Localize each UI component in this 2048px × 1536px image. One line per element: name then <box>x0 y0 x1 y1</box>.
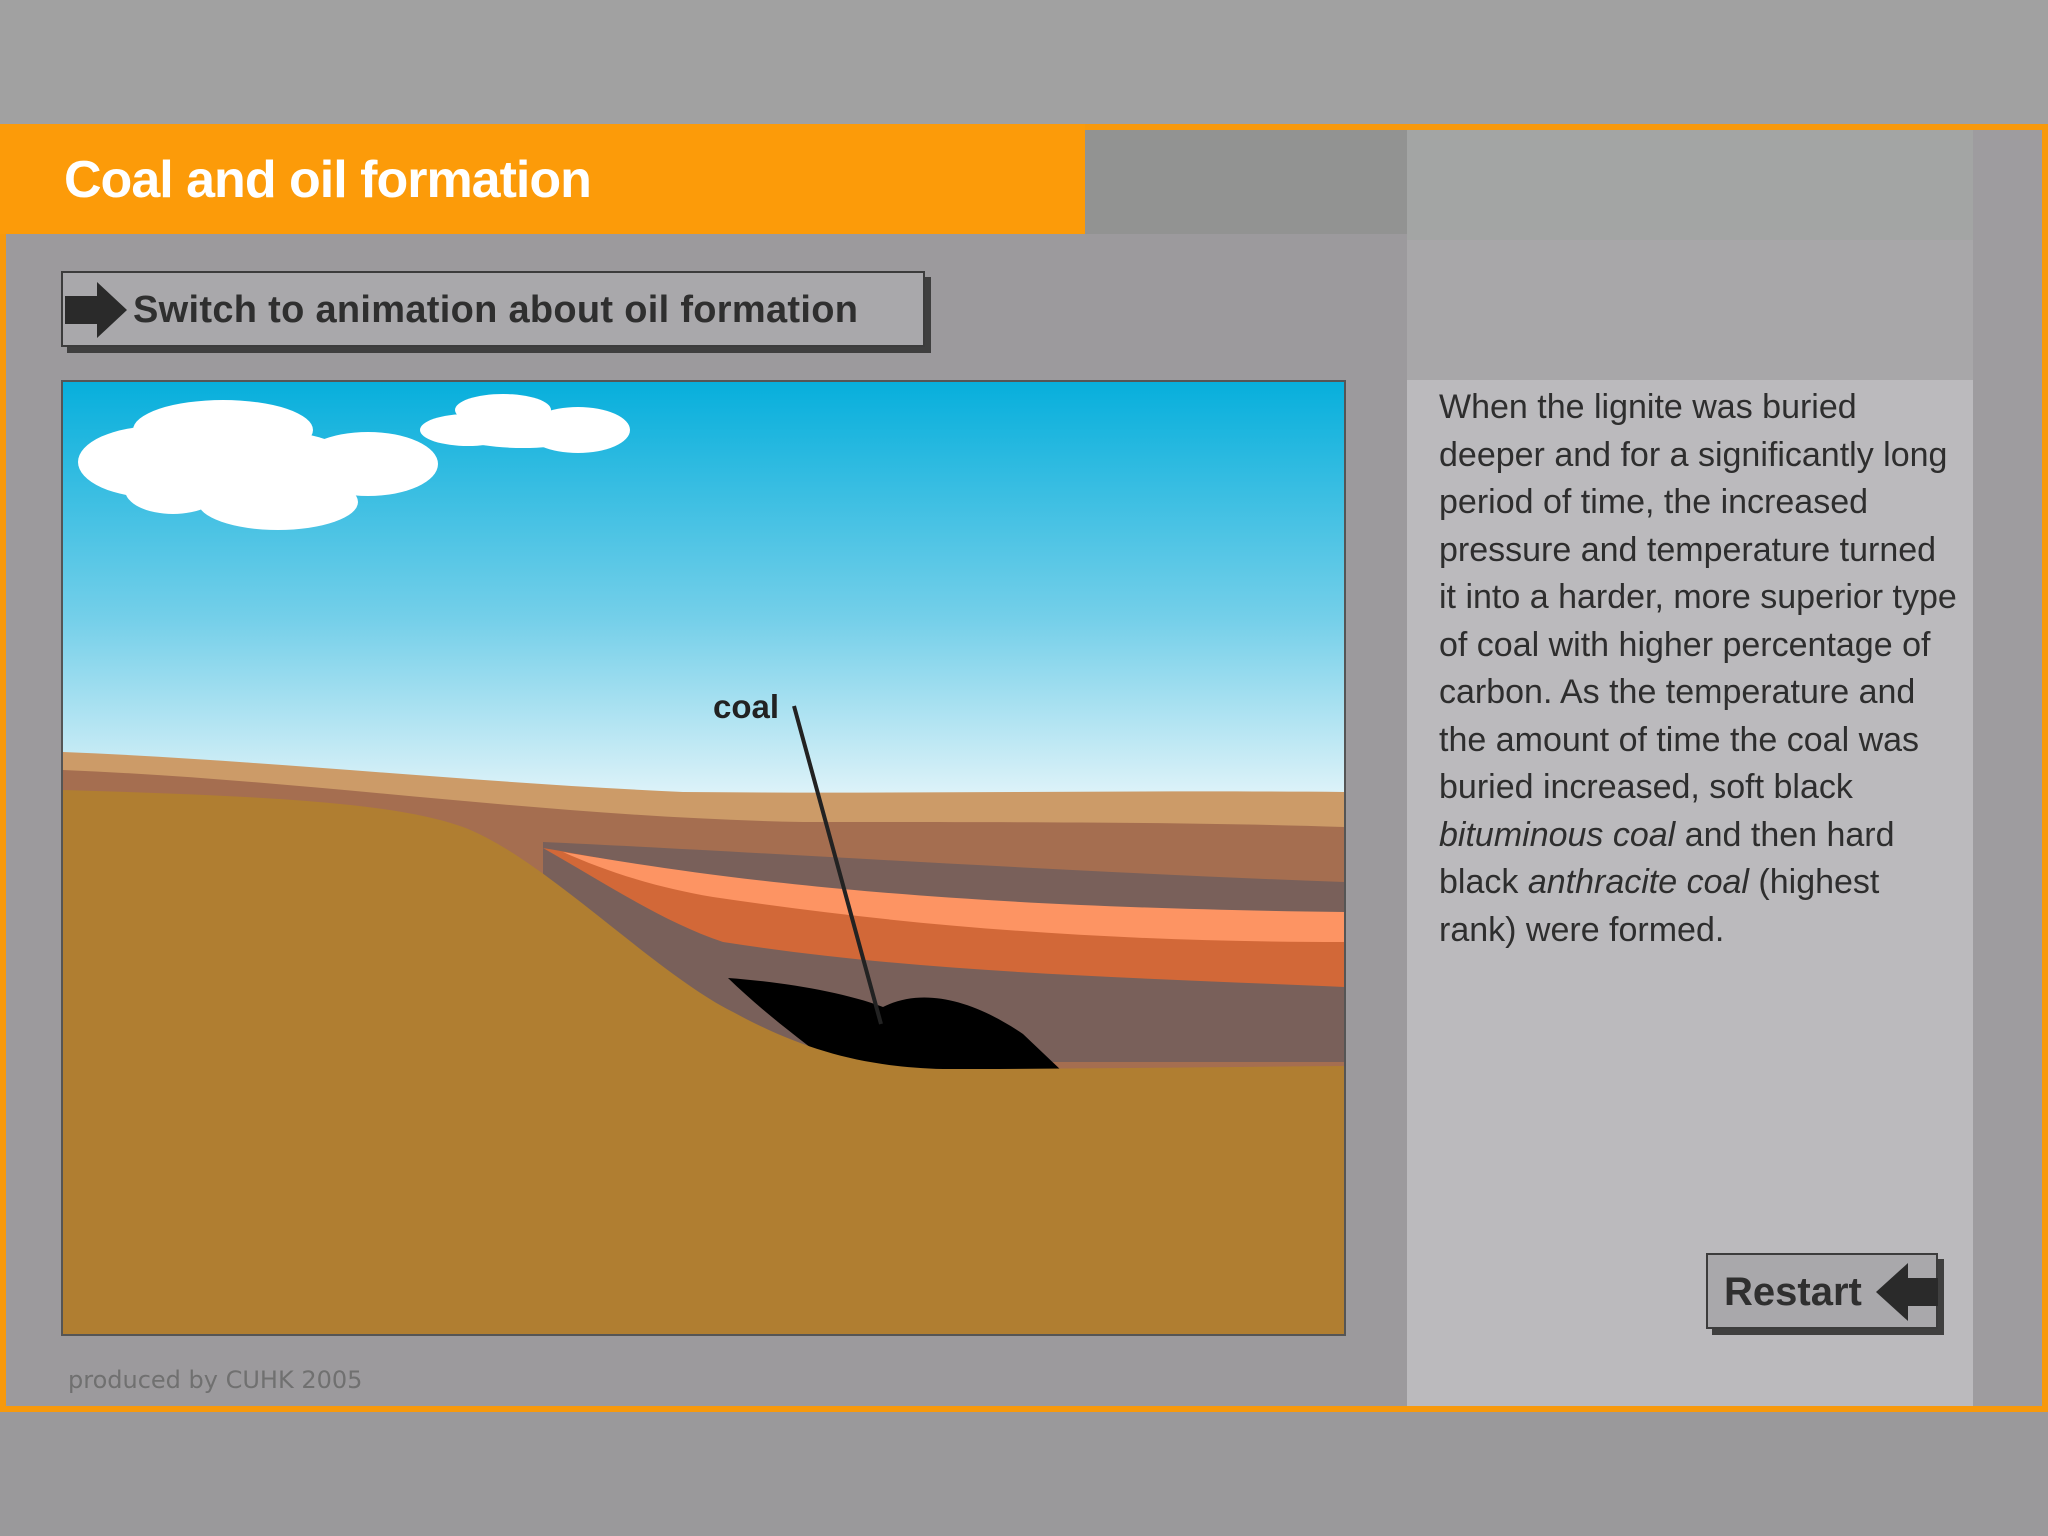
restart-button[interactable] <box>1706 1253 1938 1329</box>
right-strip <box>1973 130 2042 1406</box>
top-band <box>0 0 2048 124</box>
description-text <box>1439 384 1959 954</box>
switch-animation-button[interactable] <box>61 271 925 347</box>
right-column-top <box>1407 130 1973 380</box>
arrow-left-icon <box>1872 1263 1938 1321</box>
coal-label: coal <box>713 688 780 725</box>
page-title: Coal and oil formation <box>64 151 591 209</box>
bottom-band <box>0 1412 2048 1536</box>
arrow-right-icon <box>65 282 131 338</box>
coal-formation-scene <box>61 380 1346 1336</box>
restart-label: Restart <box>1724 1270 1862 1314</box>
description-paragraph: When the lignite was buried deeper and for a significantly long period of time, the increased pressure and temperature turned it into a harder, more superior type of coal with higher percentage of carbon. As the temperature and the amount of time the coal was buried increased, soft black bituminous coal and then hard black anthracite coal (highest rank) were formed. <box>1439 388 1957 949</box>
credit-text: produced by CUHK 2005 <box>68 1366 363 1394</box>
header-gray-block <box>1085 130 1407 234</box>
switch-animation-label: Switch to animation about oil formation <box>133 289 859 331</box>
